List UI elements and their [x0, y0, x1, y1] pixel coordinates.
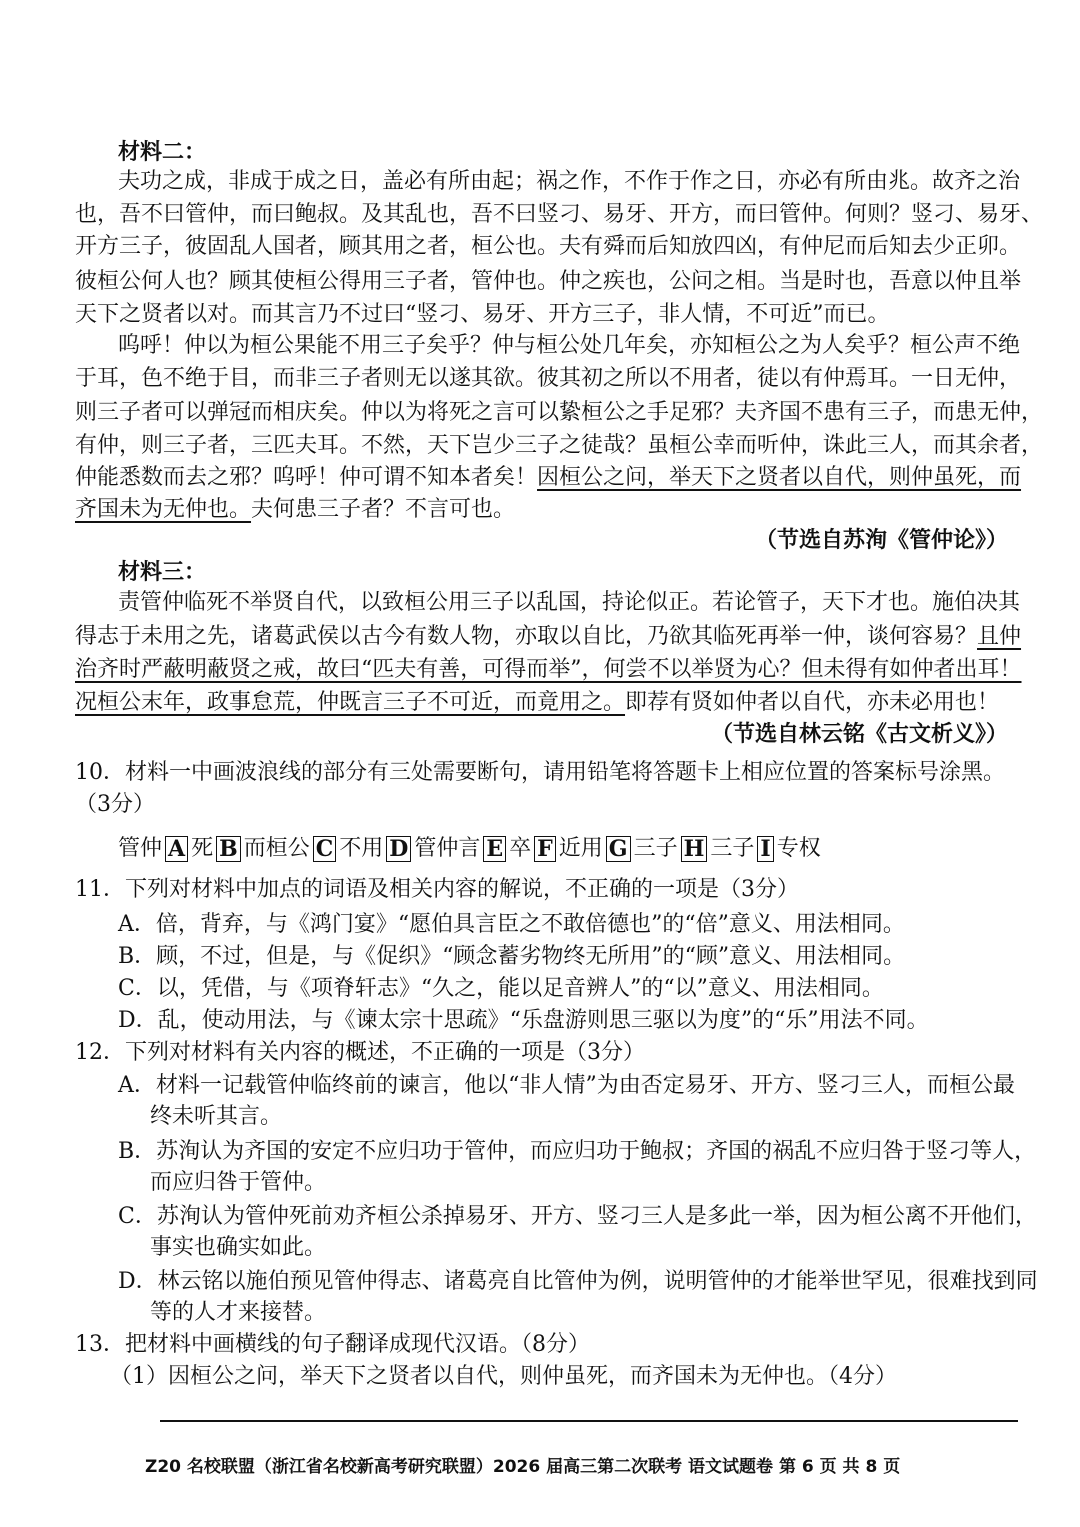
option-box[interactable]: G [606, 836, 631, 862]
segment: 三子 [633, 836, 678, 861]
q12-option-c-cont: 事实也确实如此。 [150, 1235, 327, 1260]
option-box[interactable]: A [165, 836, 188, 862]
segment: 卒 [509, 836, 532, 861]
q11-option-a: A．倍，背弃，与《鸿门宴》“愿伯具言臣之不敢倍德也”的“倍”意义、用法相同。 [118, 912, 905, 937]
text-line: 则三子者可以弹冠而相庆矣。仲以为将死之言可以絷桓公之手足邪？夫齐国不患有三子，而患无仲， [75, 400, 1044, 425]
text-line: 开方三子，彼固乱人国者，顾其用之者，桓公也。夫有舜而后知放四凶，有仲尼而后知去少正卯。 [75, 234, 1022, 259]
q12-option-b: B．苏洵认为齐国的安定不应归功于管仲，而应归功于鲍叔；齐国的祸乱不应归咎于竖刁等人， [118, 1139, 1037, 1164]
text-line: 夫功之成，非成于成之日，盖必有所由起；祸之作，不作于作之日，亦必有所由兆。故齐之治 [118, 169, 1021, 194]
underlined-sentence: 且仲 [977, 624, 1022, 649]
q12-option-a-cont: 终未听其言。 [150, 1104, 283, 1129]
q11-stem: 11．下列对材料中加点的词语及相关内容的解说，不正确的一项是（3分） [75, 877, 799, 902]
text-line [75, 688, 1015, 718]
text-line: 呜呼！仲以为桓公果能不用三子矣乎？仲与桓公处几年矣，亦知桓公之为人矣乎？桓公声不绝 [118, 333, 1021, 358]
footer-divider [160, 1420, 1018, 1422]
option-box[interactable]: B [216, 836, 241, 862]
q13-sub1: （1）因桓公之问，举天下之贤者以自代，则仲虽死，而齐国未为无仲也。（4分） [110, 1364, 897, 1389]
text-line: 也，吾不曰管仲，而曰鲍叔。及其乱也，吾不曰竖刁、易牙、开方，而曰管仲。何则？竖刁、易牙、 [75, 202, 1044, 227]
material2-source: （节选自苏洵《管仲论》） [754, 527, 1008, 553]
segment: 近用 [558, 836, 603, 861]
segment: 三子 [710, 836, 755, 861]
q12-option-a: A．材料一记载管仲临终前的谏言，他以“非人情”为由否定易牙、开方、竖刁三人，而桓公最 [118, 1073, 1015, 1098]
option-box[interactable]: E [483, 836, 506, 862]
page-footer: Z20 名校联盟（浙江省名校新高考研究联盟）2026 届高三第二次联考 语文试题卷 第 6 页 共 8 页 [145, 1457, 901, 1477]
text-line: 彼桓公何人也？顾其使桓公得用三子者，管仲也。仲之疾也，公问之相。当是时也，吾意以仲且举 [75, 269, 1022, 294]
option-box[interactable]: F [534, 836, 556, 862]
segment: 管仲言 [414, 836, 481, 861]
text-line: 责管仲临死不举贤自代，以致桓公用三子以乱国，持论似正。若论管子，天下才也。施伯决其 [118, 590, 1021, 615]
q12-stem: 12．下列对材料有关内容的概述，不正确的一项是（3分） [75, 1040, 645, 1065]
text-line: 有仲，则三子者，三匹夫耳。不然，天下岂少三子之徒哉？虽桓公幸而听仲，诛此三人，而其余者， [75, 433, 1044, 458]
underlined-sentence: 治齐时严蔽明蔽贤之戒，故曰“匹夫有善，可得而举”，何尝不以举贤为心？但未得有如仲者出耳！ [75, 657, 1022, 682]
segment: 管仲 [118, 836, 163, 861]
q12-option-d: D．林云铭以施伯预见管仲得志、诸葛亮自比管仲为例，说明管仲的才能举世罕见，很难找到同 [118, 1269, 1038, 1294]
q10-stem: 10．材料一中画波浪线的部分有三处需要断句，请用铅笔将答题卡上相应位置的答案标号涂黑。 [75, 760, 1005, 785]
material2-heading: 材料二： [118, 139, 207, 165]
text-line [75, 463, 1022, 493]
text: 即荐有贤如仲者以自代，亦未必用也！ [625, 690, 1000, 715]
q12-option-c: C．苏洵认为管仲死前劝齐桓公杀掉易牙、开方、竖刁三人是多此一举，因为桓公离不开他们， [118, 1204, 1037, 1229]
material3-heading: 材料三： [118, 559, 207, 585]
q11-option-c: C．以，凭借，与《项脊轩志》“久之，能以足音辨人”的“以”意义、用法相同。 [118, 976, 884, 1001]
option-box[interactable]: I [757, 836, 773, 862]
text: 得志于未用之先，诸葛武侯以古今有数人物，亦取以自比，乃欲其临死再举一仲，谈何容易？ [75, 624, 978, 649]
text-line [75, 495, 1015, 525]
q12-option-d-cont: 等的人才来接替。 [150, 1300, 327, 1325]
text-line: 天下之贤者以对。而其言乃不过曰“竖刁、易牙、开方三子，非人情，不可近”而已。 [75, 302, 890, 327]
q12-option-b-cont: 而应归咎于管仲。 [150, 1170, 327, 1195]
underlined-sentence: 齐国未为无仲也。 [75, 497, 252, 522]
segment: 不用 [339, 836, 384, 861]
text-line [75, 622, 1022, 652]
option-box[interactable]: D [386, 836, 411, 862]
option-box[interactable]: C [313, 836, 337, 862]
q11-option-d: D．乱，使动用法，与《谏太宗十思疏》“乐盘游则思三驱以为度”的“乐”用法不同。 [118, 1008, 929, 1033]
q11-option-b: B．顾，不过，但是，与《促织》“顾念蓄劣物终无所用”的“顾”意义、用法相同。 [118, 944, 906, 969]
segment: 而桓公 [243, 836, 310, 861]
segment: 专权 [776, 836, 821, 861]
underlined-sentence: 因桓公之问，举天下之贤者以自代，则仲虽死，而 [537, 465, 1022, 490]
text: 仲能悉数而去之邪？呜呼！仲可谓不知本者矣！ [75, 465, 538, 490]
underlined-sentence: 况桓公末年，政事怠荒，仲既言三子不可近，而竟用之。 [75, 690, 626, 715]
option-box[interactable]: H [681, 836, 708, 862]
q10-score: （3分） [75, 792, 155, 817]
segment: 死 [191, 836, 214, 861]
text: 夫何患三子者？不言可也。 [251, 497, 516, 522]
text-line [75, 655, 1022, 685]
q13-stem: 13．把材料中画横线的句子翻译成现代汉语。（8分） [75, 1332, 590, 1357]
text-line: 于耳，色不绝于目，而非三子者则无以遂其欲。彼其初之所以不用者，徒以有仲焉耳。一日无仲， [75, 366, 1022, 391]
q10-options [118, 834, 821, 864]
material3-source: （节选自林云铭《古文析义》） [710, 721, 1008, 747]
